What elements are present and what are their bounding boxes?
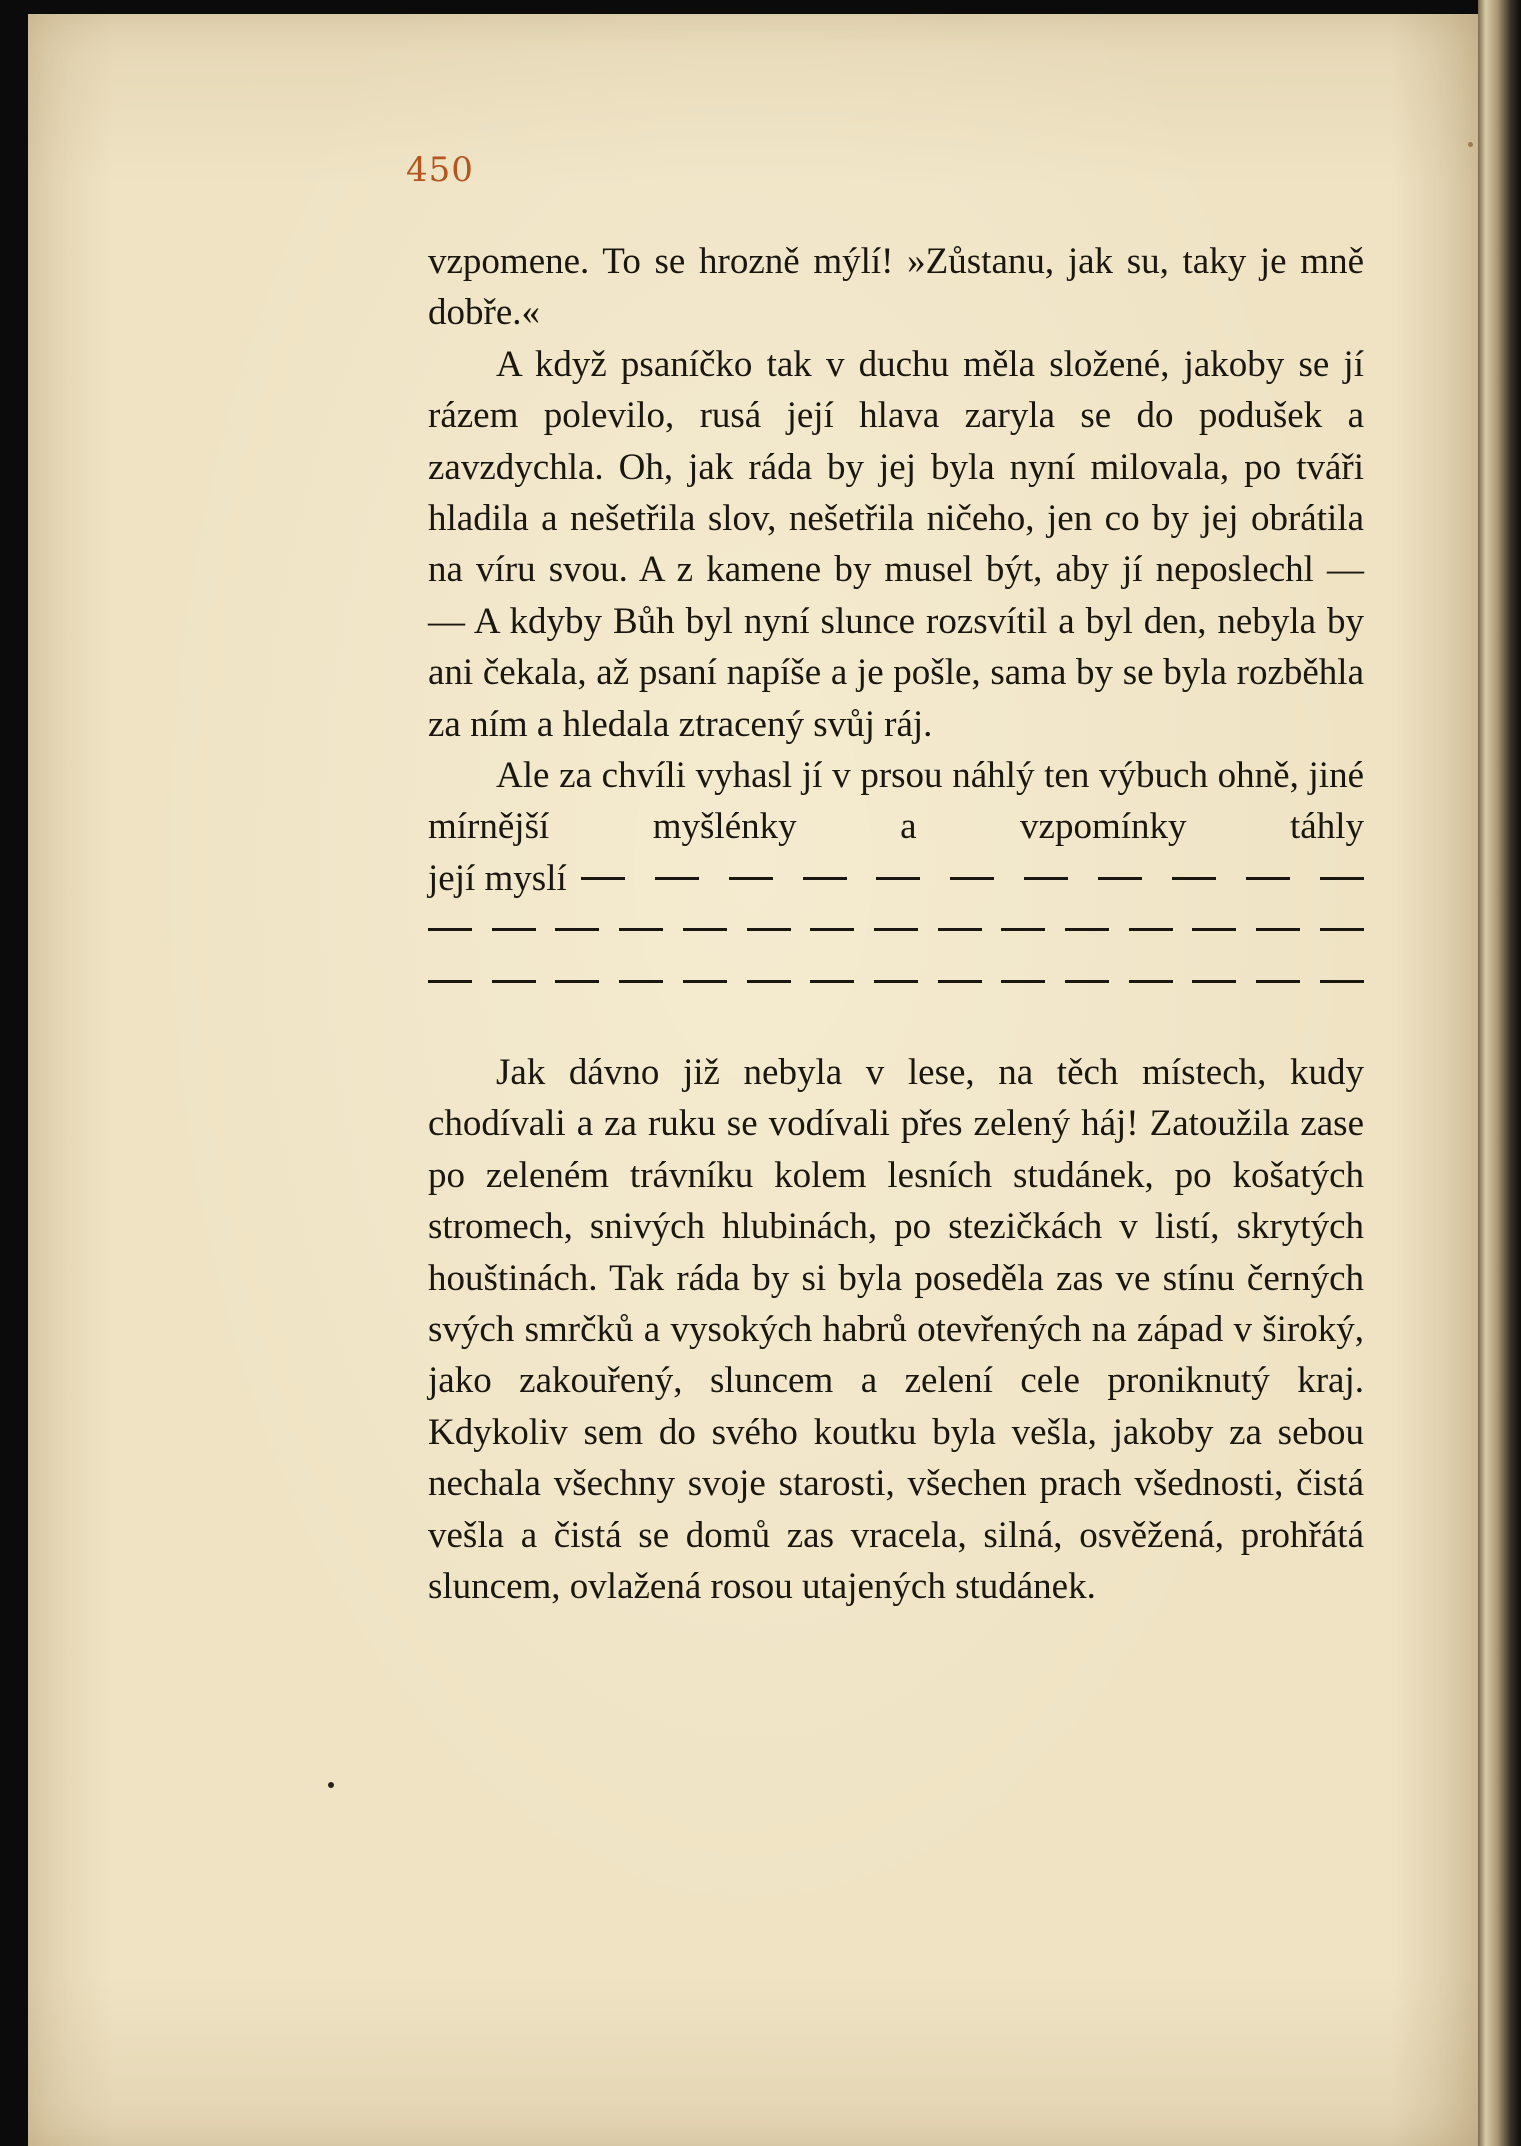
book-page	[28, 14, 1478, 2146]
dash	[810, 980, 854, 983]
paper-speck	[1468, 142, 1473, 147]
dash	[1320, 980, 1364, 983]
text-block	[428, 236, 1364, 1613]
paragraph-3: Ale za chvíli vyhasl jí v prsou náhlý ten výbuch ohně, jiné mírnější myšlénky a vzpomínky táhly	[428, 755, 1364, 848]
dash	[1065, 980, 1109, 983]
dash-row-1	[581, 877, 1364, 880]
dash	[555, 980, 599, 983]
dash	[1024, 877, 1068, 880]
dash	[555, 928, 599, 931]
dash	[1001, 980, 1045, 983]
dash	[938, 928, 982, 931]
dash	[1256, 928, 1300, 931]
dash	[428, 928, 472, 931]
dash	[1192, 928, 1236, 931]
dash	[876, 877, 920, 880]
dash	[938, 980, 982, 983]
paragraph-1: vzpomene. To se hrozně mýlí! »Zůstanu, jak su, taky je mně dobře.«	[428, 241, 1364, 334]
dash	[747, 928, 791, 931]
dash	[492, 928, 536, 931]
dash	[729, 877, 773, 880]
dash	[1129, 928, 1173, 931]
paragraph-4: Jak dávno již nebyla v lese, na těch místech, kudy chodívali a za ruku se vodívali přes zelený háj! Zatoužila zase po zeleném trávníku kolem lesních studánek, po košatých stromech, snivých hlubinách, po stezičkách v listí, skrytých houštinách. Tak ráda by si byla poseděla zas ve stínu černých svých smrčků a vysokých habrů otevřených na západ v široký, jako zakouřený, sluncem a zelení cele proniknutý kraj. Kdykoliv sem do svého koutku byla vešla, jakoby za sebou nechala všechny svoje starosti, všechen prach všednosti, čistá vešla a čistá se domů zas vracela, silná, osvěžená, prohřátá sluncem, ovlažená rosou utajených studánek.	[428, 1052, 1364, 1608]
dash	[874, 928, 918, 931]
dash	[1065, 928, 1109, 931]
dash	[1320, 928, 1364, 931]
paragraph-2: A když psaníčko tak v duchu měla složené, jakoby se jí rázem polevilo, rusá její hlava zaryla se do podušek a zavzdychla. Oh, jak ráda by jej byla nyní milovala, po tváři hladila a nešetřila slov, nešetřila ničeho, jen co by jej obrátila na víru svou. A z kamene by musel být, aby jí neposlechl — — A kdyby Bůh byl nyní slunce rozsvítil a byl den, nebyla by ani čekala, až psaní napíše a je pošle, sama by se byla rozběhla za ním a hledala ztracený svůj ráj.	[428, 343, 1364, 745]
dash	[619, 980, 663, 983]
paper-speck	[328, 1782, 334, 1788]
dash	[683, 980, 727, 983]
dash	[1172, 877, 1216, 880]
dash	[428, 980, 472, 983]
dash	[619, 928, 663, 931]
dash	[874, 980, 918, 983]
dash	[1192, 980, 1236, 983]
dash	[655, 877, 699, 880]
book-spine-edge	[1478, 0, 1521, 2146]
dash	[683, 928, 727, 931]
dash	[950, 877, 994, 880]
dash	[803, 877, 847, 880]
paragraph-3-ending: její myslí	[428, 857, 567, 899]
dash	[1246, 877, 1290, 880]
dash	[1256, 980, 1300, 983]
dash	[810, 928, 854, 931]
dash	[581, 877, 625, 880]
dash	[1320, 877, 1364, 880]
dash-row-2	[428, 904, 1364, 955]
paragraph-3-last-line	[428, 853, 1364, 904]
dash	[1129, 980, 1173, 983]
dash	[492, 980, 536, 983]
dash-row-3	[428, 956, 1364, 1007]
dash	[1098, 877, 1142, 880]
page-number: 450	[406, 150, 474, 190]
dash	[747, 980, 791, 983]
section-spacer	[428, 1007, 1364, 1047]
dash	[1001, 928, 1045, 931]
